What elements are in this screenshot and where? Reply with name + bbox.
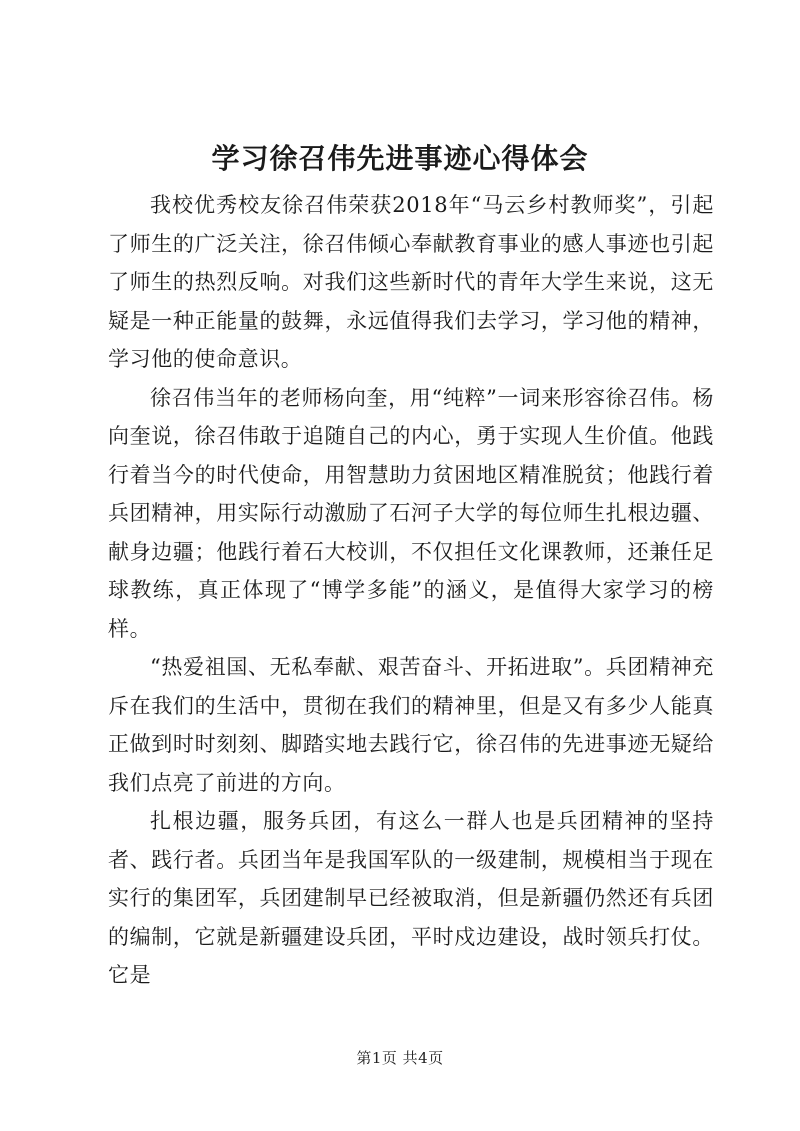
page-footer: 第1页 共4页 [356, 1049, 444, 1067]
paragraph-1: 我校优秀校友徐召伟荣获2018年“马云乡村教师奖”，引起了师生的广泛关注，徐召伟倾心奉献教育事业的感人事迹也引起了师生的热烈反响。对我们这些新时代的青年大学生来说，这无疑是一种正能量的鼓舞，永远值得我们去学习，学习他的精神，学习他的使命意识。 [108, 193, 714, 371]
paragraph-2: 徐召伟当年的老师杨向奎，用“纯粹”一词来形容徐召伟。杨向奎说，徐召伟敢于追随自己的内心，勇于实现人生价值。他践行着当今的时代使命，用智慧助力贫困地区精准脱贫；他践行着兵团精神，用实际行动激励了石河子大学的每位师生扎根边疆、献身边疆；他践行着石大校训，不仅担任文化课教师，还兼任足球教练，真正体现了“博学多能”的涵义，是值得大家学习的榜样。 [108, 385, 714, 641]
paragraph-3: “热爱祖国、无私奉献、艰苦奋斗、开拓进取”。兵团精神充斥在我们的生活中，贯彻在我们的精神里，但是又有多少人能真正做到时时刻刻、脚踏实地去践行它，徐召伟的先进事迹无疑给我们点亮了前进的方向。 [108, 655, 714, 795]
paragraph-4: 扎根边疆，服务兵团，有这么一群人也是兵团精神的坚持者、践行者。兵团当年是我国军队的一级建制，规模相当于现在实行的集团军，兵团建制早已经被取消，但是新疆仍然还有兵团的编制，它就是新疆建设兵团，平时戍边建设，战时领兵打仗。它是 [108, 809, 714, 987]
document-body [108, 186, 714, 995]
document-title: 学习徐召伟先进事迹心得体会 [211, 142, 589, 175]
